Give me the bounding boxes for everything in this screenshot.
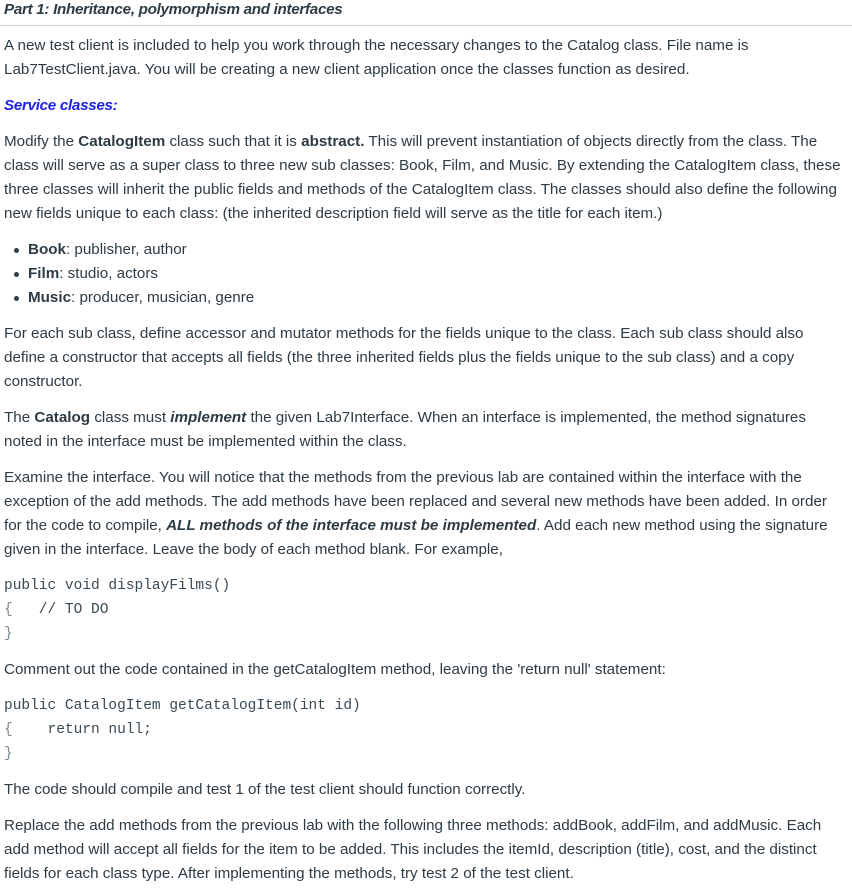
modify-bold-abstract: abstract. (301, 133, 365, 150)
examine-text-1: Examine the interface. You will notice that the methods from the previous lab are contained within the interface with the exception of the add methods. The add methods have been replaced and several new methods have been added. In order for the code to compile, (4, 469, 827, 534)
fields-list (4, 238, 848, 310)
catalog-text-2: class must (90, 409, 171, 426)
close-brace: } (4, 626, 13, 642)
catalog-bold-implement: implement (170, 409, 247, 426)
replace-paragraph: Replace the add methods from the previous lab with the following three methods: addBook, addFilm, and addMusic. Each add method will accept all fields for the item to be added. This includes the itemId, description (title), cost, and the distinct fields for each class type. After implementing the methods, try test 2 of the test client. (4, 817, 822, 882)
modify-bold-catalogitem: CatalogItem (78, 133, 166, 150)
list-item (28, 262, 848, 286)
code-line: public void displayFilms() (4, 578, 231, 594)
code-example-get-catalog-item (4, 694, 848, 766)
code-comment: // TO DO (12, 602, 109, 618)
code-example-display-films (4, 574, 848, 646)
compile-paragraph: The code should compile and test 1 of the test client should function correctly. (4, 781, 526, 798)
service-classes-heading: Service classes: (4, 97, 118, 114)
field-class-name: Film (28, 265, 60, 282)
examine-text-2: . Add each new method using the signature given in the interface. Leave the body of each method blank. For example, (4, 517, 828, 558)
field-class-name: Book (28, 241, 66, 258)
close-brace: } (4, 746, 13, 762)
catalog-paragraph (4, 406, 848, 454)
field-class-fields: : studio, actors (59, 265, 158, 282)
field-class-fields: : publisher, author (65, 241, 187, 258)
part-title: Part 1: Inheritance, polymorphism and interfaces (4, 1, 343, 18)
modify-text-2: class such that it is (165, 133, 302, 150)
subclass-paragraph: For each sub class, define accessor and mutator methods for the fields unique to the class. Each sub class should also define a constructor that accepts all fields (the three inherited fields plus the fields unique to the sub class) and a copy constructor. (4, 325, 804, 390)
open-brace: { (4, 602, 13, 618)
code-return: return null; (12, 722, 152, 738)
code-line: public CatalogItem getCatalogItem(int id) (4, 698, 361, 714)
modify-paragraph (4, 130, 848, 226)
field-class-name: Music (28, 289, 72, 306)
modify-text-3: This will prevent instantiation of objects directly from the class. The class will serve as a super class to three new sub classes: Book, Film, and Music. By extending the CatalogItem class, these three classes will inherit the public fields and methods of the CatalogItem class. The classes should also define the following new fields unique to each class: (the inherited description field will serve as the title for each item.) (4, 133, 841, 222)
catalog-text-1: The (4, 409, 35, 426)
modify-text-1: Modify the (4, 133, 79, 150)
catalog-text-3: the given Lab7Interface. When an interface is implemented, the method signatures noted in the interface must be implemented within the class. (4, 409, 806, 450)
code-line (4, 718, 848, 742)
open-brace: { (4, 722, 13, 738)
examine-bold-all-methods: ALL methods of the interface must be implemented (166, 517, 537, 534)
title-divider (0, 25, 852, 26)
catalog-bold-catalog: Catalog (34, 409, 91, 426)
list-item (28, 238, 848, 262)
list-item (28, 286, 848, 310)
comment-paragraph: Comment out the code contained in the getCatalogItem method, leaving the 'return null' statement: (4, 661, 666, 678)
code-line (4, 598, 848, 622)
intro-paragraph: A new test client is included to help you work through the necessary changes to the Catalog class. File name is Lab7TestClient.java. You will be creating a new client application once the classes function as desired. (4, 37, 749, 78)
field-class-fields: : producer, musician, genre (71, 289, 255, 306)
examine-paragraph (4, 466, 848, 562)
